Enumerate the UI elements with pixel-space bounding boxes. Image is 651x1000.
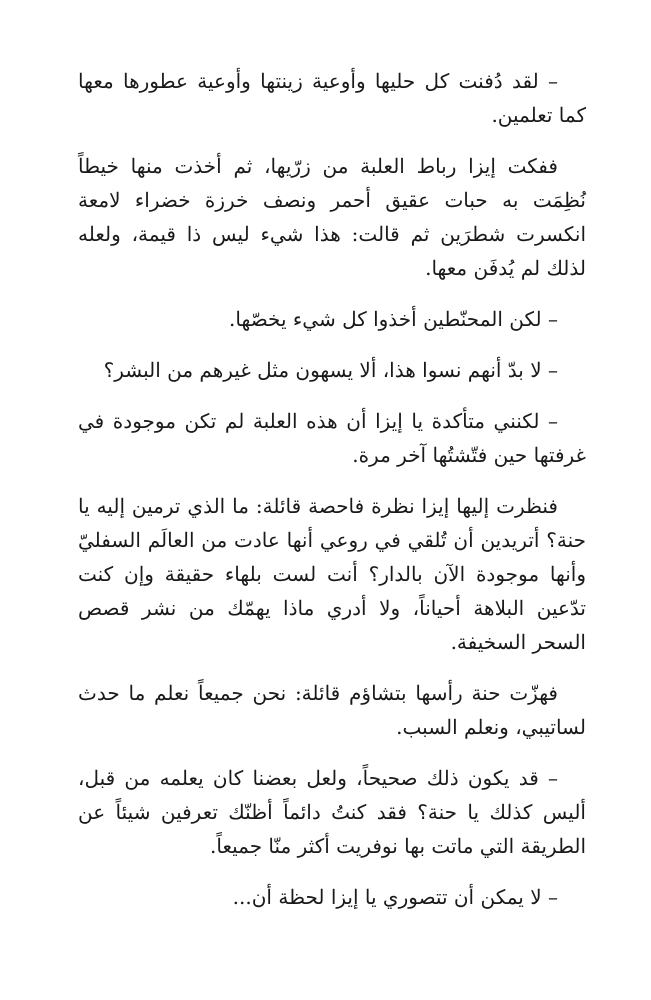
paragraph-5: – لكنني متأكدة يا إيزا أن هذه العلبة لم تكن موجودة في غرفتها حين فتّشتُها آخر مرة.: [78, 409, 586, 467]
paragraph-6: فنظرت إليها إيزا نظرة فاحصة قائلة: ما الذي ترمين إليه يا حنة؟ أتريدين أن تُلقي في روعي أنها عادت من العالَم السفليّ وأنها موجودة الآن بالدار؟ أنت لست بلهاء حقيقة وإن كنت تدّعين البلاهة أحياناً، ولا أدري ماذا يهمّك من نشر قصص السحر السخيفة.: [78, 494, 586, 654]
paragraph-8: – قد يكون ذلك صحيحاً، ولعل بعضنا كان يعلمه من قبل، أليس كذلك يا حنة؟ فقد كنتُ دائماً أظنّك تعرفين شيئاً عن الطريقة التي ماتت بها نوفريت أكثر منّا جميعاً.: [78, 766, 586, 858]
page-text: [78, 64, 586, 931]
paragraph-4: – لا بدّ أنهم نسوا هذا، ألا يسهون مثل غيرهم من البشر؟: [103, 358, 558, 382]
paragraph-1: – لقد دُفنت كل حليها وأوعية زينتها وأوعية عطورها معها كما تعلمين.: [78, 69, 586, 127]
paragraph-7: فهزّت حنة رأسها بتشاؤم قائلة: نحن جميعاً نعلم ما حدث لساتيبي، ونعلم السبب.: [78, 681, 586, 739]
paragraph-2: ففكت إيزا رباط العلبة من زرّيها، ثم أخذت منها خيطاً نُظِمَت به حبات عقيق أحمر ونصف خرزة خضراء لامعة انكسرت شطرَين ثم قالت: هذا شيء ليس ذا قيمة، ولعله لذلك لم يُدفَن معها.: [78, 154, 586, 280]
paragraph-3: – لكن المحنّطين أخذوا كل شيء يخصّها.: [229, 307, 558, 331]
paragraph-9: – لا يمكن أن تتصوري يا إيزا لحظة أن...: [232, 885, 558, 909]
